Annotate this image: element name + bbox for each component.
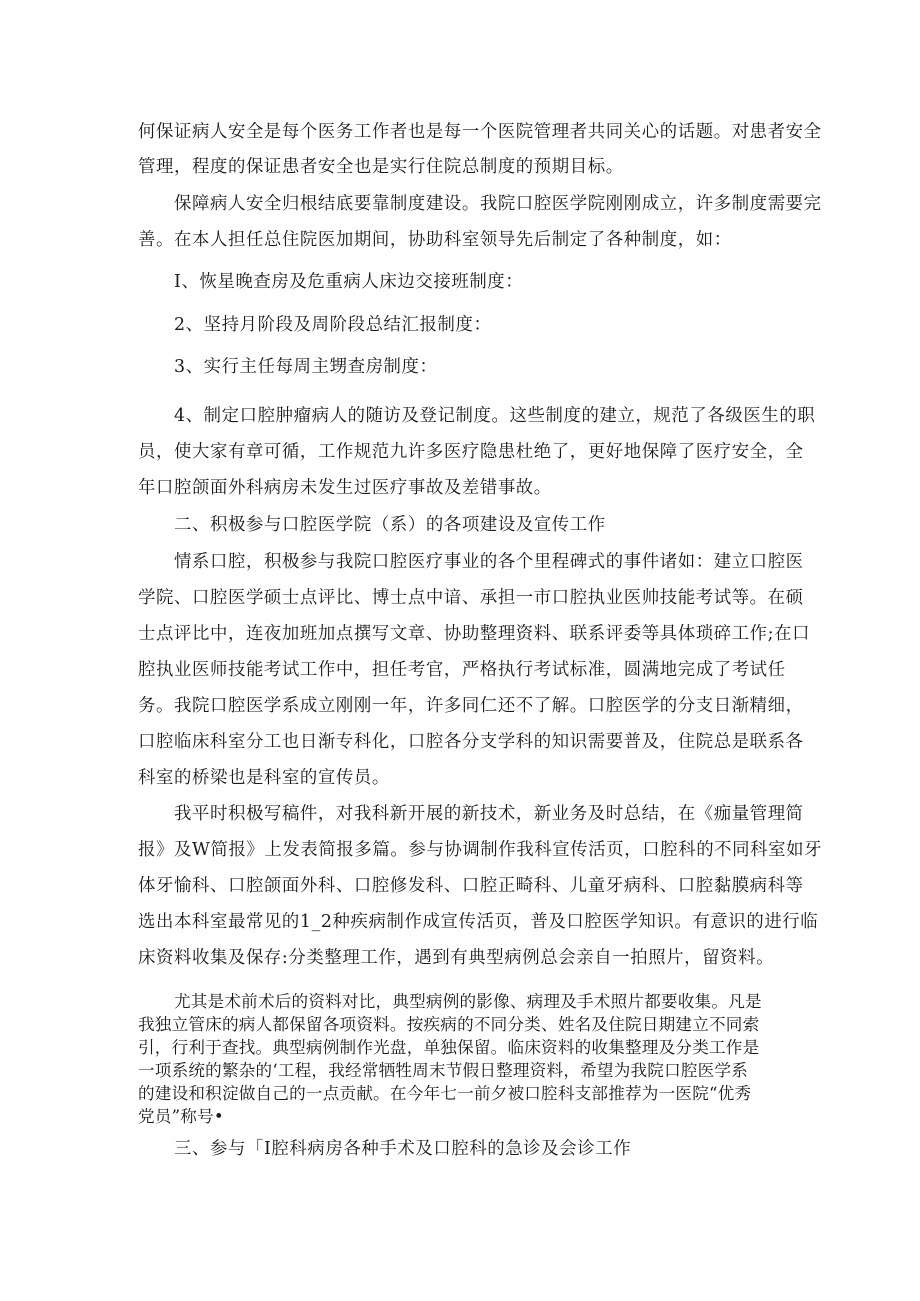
paragraph-line: 管理，程度的保证患者安全也是实行住院总制度的预期目标。 [138,157,624,177]
paragraph-line: 一项系统的繁杂的‘工程，我经常牺牲周末节假日整理资料，希望为我院口腔医学系 [138,1061,749,1080]
paragraph-line: 尤其是术前术后的资料对比，典型病例的影像、病理及手术照片都要收集。凡是 [174,992,762,1011]
paragraph-line: 保障病人安全归根结底要靠制度建设。我院口腔医学院刚刚成立，许多制度需要完 [174,194,822,214]
list-item: I、恢星晚查房及危重病人床边交接班制度： [174,272,524,292]
paragraph-line: 情系口腔，积极参与我院口腔医疗事业的各个里程碑式的事件诸如：建立口腔医 [174,552,804,572]
paragraph-line: 何保证病人安全是每个医务工作者也是每一个医院管理者共同关心的话题。对患者安全 [138,122,822,142]
list-item: 2、坚持月阶段及周阶段总结汇报制度： [174,315,492,335]
paragraph-line: 学院、口腔医学硕士点评比、博士点中谙、承担一市口腔执业医帅技能考试等。在硕 [138,588,804,608]
list-item: 4、制定口腔肿瘤病人的随访及登记制度。这些制度的建立，规范了各级医生的职 [174,406,816,426]
paragraph-line: 报》及W简报》上发表简报多篇。参与协调制作我科宣传活页，口腔科的不同科室如牙 [138,840,823,860]
paragraph-line: 的建设和积淀做自己的一点贡献。在今年七一前夕被口腔科支部推荐为一医院“优秀 [138,1084,752,1103]
paragraph-line: 士点评比中，连夜加班加点撰写文章、协助整理资料、联系评委等具体琐碎工作;在口 [138,624,811,644]
list-item: 3、实行主任每周主甥查房制度： [174,357,438,377]
paragraph-line: 党员”称号• [138,1107,224,1126]
paragraph-line: 我平时积极写稿件，对我科新开展的新技术，新业务及时总结，在《痂量管理简 [174,804,804,824]
paragraph-line: 体牙愉科、口腔颌面外科、口腔修发科、口腔正畸科、儿童牙病科、口腔黏膜病科等 [138,876,804,896]
paragraph-line: 引，行利于查找。典型病例制作光盘，单独保留。临床资料的收集整理及分类工作是 [138,1038,760,1057]
paragraph-line: 善。在本人担任总住院医加期间，协助科室领导先后制定了各种制度，如： [138,230,732,250]
section-heading: 二、积极参与口腔医学院（系）的各项建设及宣传工作 [174,515,606,535]
section-heading: 三、参与「I腔科病房各种手术及口腔科的急诊及会诊工作 [174,1139,632,1159]
paragraph-line: 务。我院口腔医学系成立刚刚一年，许多同仁还不了解。口腔医学的分支日渐精细， [138,696,804,716]
paragraph-line: 员，使大家有章可循，工作规范九许多医疗隐患杜绝了，更好地保障了医疗安全，全 [138,442,804,462]
paragraph-line: 床资料收集及保存:分类整理工作，遇到有典型病例总会亲自一拍照片，留资料。 [138,948,775,968]
paragraph-line: 选出本科室最常见的1_2种疾病制作成宣传活页，普及口腔医学知识。有意识的进行临 [138,912,819,932]
paragraph-line: 我独立管床的病人都保留各项资料。按疾病的不同分类、姓名及住院日期建立不同索 [138,1015,760,1034]
paragraph-line: 科室的桥梁也是科室的宣传员。 [138,768,390,788]
paragraph-line: 口腔临床科室分工也日渐专科化，口腔各分支学科的知识需要普及，住院总是联系各 [138,732,804,752]
paragraph-line: 年口腔颌面外科病房未发生过医疗事故及差错事故。 [138,478,552,498]
paragraph-line: 腔执业医师技能考试工作中，担任考官，严格执行考试标准，圆满地完成了考试任 [138,660,786,680]
